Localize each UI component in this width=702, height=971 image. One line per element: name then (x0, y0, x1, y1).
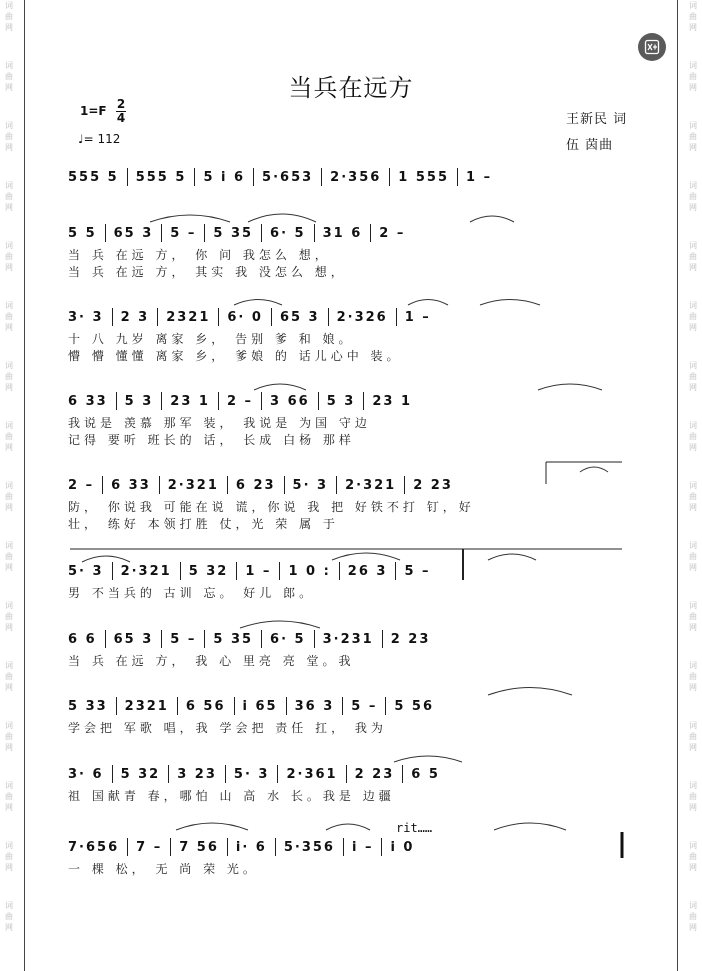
measure: 1 0 : (288, 563, 331, 579)
watermark-text: 词 曲 网 (689, 901, 697, 932)
measure: 6 33 (111, 477, 151, 493)
watermark-text: 词 曲 网 (689, 61, 697, 92)
watermark-text: 词 曲 网 (5, 121, 13, 152)
slur (488, 554, 536, 560)
measure: 5 3 (124, 393, 154, 409)
measure: 3 23 (177, 766, 217, 782)
watermark-text: 词 曲 网 (689, 601, 697, 632)
slur (254, 384, 306, 390)
measure: 2·321 (120, 563, 172, 579)
lyric-verse-1: 防， 你说我 可能在说 谎，你说 我 把 好铁不打 钉，好 (68, 500, 475, 514)
lyric-verse-1: 祖 国献青 春，哪怕 山 高 水 长。我是 边疆 (68, 789, 395, 803)
lyric-verse-1: 一 棵 松， 无 尚 荣 光。 (68, 862, 259, 876)
measure: 3· 3 (68, 309, 104, 325)
watermark-text: 词 曲 网 (5, 481, 13, 512)
watermark-text: 词 曲 网 (5, 601, 13, 632)
measure: 3· 6 (68, 766, 104, 782)
measure: 5 – (351, 698, 378, 714)
measure: 5 – (404, 563, 431, 579)
watermark-text: 词 曲 网 (5, 61, 13, 92)
watermark-text: 词 曲 网 (689, 781, 697, 812)
measure: i 65 (242, 698, 278, 714)
measure: 2 – (379, 225, 406, 241)
watermark-text: 词 曲 网 (5, 901, 13, 932)
watermark-text: 词 曲 网 (689, 1, 697, 32)
measure: 5 3 (326, 393, 356, 409)
measure: 6· 5 (270, 225, 306, 241)
watermark-text: 词 曲 网 (5, 841, 13, 872)
watermark-text: 词 曲 网 (5, 1, 13, 32)
watermark-text: 词 曲 网 (689, 721, 697, 752)
slur (538, 384, 602, 390)
measure: 5 35 (213, 631, 254, 647)
measure: 7 56 (179, 839, 219, 855)
lyricist-credit: 王新民 词 (566, 112, 628, 127)
measure: 6 23 (235, 477, 276, 493)
lyric-verse-2: 壮， 练好 本领打胜 仗，光 荣 属 于 (68, 517, 339, 531)
watermark-text: 词 曲 网 (5, 541, 13, 572)
watermark-text: 词 曲 网 (689, 421, 697, 452)
watermark-text: 词 曲 网 (5, 301, 13, 332)
watermark-text: 词 曲 网 (689, 481, 697, 512)
measure: 5 – (170, 225, 197, 241)
lyric-verse-2: 记得 要听 班长的 话， 长成 白杨 那样 (68, 433, 355, 447)
measure: 2 23 (390, 631, 431, 647)
slur (240, 621, 320, 628)
measure: 5· 3 (292, 477, 329, 493)
ritardando-marking: rit…… (396, 821, 433, 835)
slur (480, 300, 540, 306)
measure: i· 6 (235, 839, 267, 855)
measure: 6 5 (411, 766, 440, 782)
watermark-text: 词 曲 网 (5, 661, 13, 692)
lyric-verse-1: 十 八 九岁 离家 乡， 告别 爹 和 娘。 (68, 332, 355, 346)
measure: 2·321 (345, 477, 397, 493)
measure: 5·653 (262, 169, 314, 185)
measure: 3 66 (270, 393, 310, 409)
measure: 2 – (226, 393, 254, 409)
slur (332, 553, 400, 560)
measure: 65 3 (113, 225, 154, 241)
lyric-verse-2: 当 兵 在远 方， 其实 我 没怎么 想， (68, 265, 347, 279)
slur (494, 823, 566, 830)
slur (408, 300, 448, 306)
watermark-text: 词 曲 网 (689, 541, 697, 572)
measure: 7 – (136, 839, 163, 855)
measure: 5 56 (394, 698, 435, 714)
watermark-text: 词 曲 网 (5, 241, 13, 272)
measure: 23 1 (170, 393, 210, 409)
slur (150, 215, 230, 222)
measure: 2 23 (354, 766, 395, 782)
lyric-verse-1: 当 兵 在远 方， 我 心 里亮 亮 堂。我 (68, 654, 355, 668)
watermark-text: 词 曲 网 (689, 841, 697, 872)
measure: 2 3 (120, 309, 150, 325)
measure: i 0 (390, 839, 415, 855)
measure: 3·231 (322, 631, 374, 647)
slur (234, 300, 282, 306)
slur (82, 556, 130, 562)
measure: 2321 (124, 698, 169, 714)
slur (488, 688, 572, 696)
measure: 5· 3 (233, 766, 270, 782)
measure: i – (351, 839, 374, 855)
measure: 65 3 (279, 309, 320, 325)
measure: 5 – (170, 631, 197, 647)
measure: 5 5 (68, 225, 97, 241)
tempo-value: = 112 (83, 132, 121, 146)
measure: 555 5 (135, 169, 187, 185)
measure: 2 – (68, 477, 95, 493)
measure: 1 – (245, 563, 272, 579)
watermark-text: 词 曲 网 (689, 301, 697, 332)
measure: 2·326 (336, 309, 388, 325)
measure: 6 33 (68, 393, 108, 409)
composer-credit: 伍 茵曲 (566, 138, 614, 153)
measure: 5·356 (283, 839, 335, 855)
lyric-verse-1: 男 不当兵的 古训 忘。 好儿 郎。 (68, 586, 316, 600)
slur (580, 467, 608, 472)
measure: 6 56 (185, 698, 226, 714)
measure: 36 3 (294, 698, 335, 714)
watermark-text: 词 曲 网 (5, 421, 13, 452)
watermark-text: 词 曲 网 (5, 721, 13, 752)
song-title: 当兵在远方 (288, 74, 414, 102)
quarter-note-icon: ♩ (78, 132, 84, 146)
measure: 31 6 (322, 225, 363, 241)
measure: 2·321 (167, 477, 219, 493)
measure: 6· 0 (227, 309, 263, 325)
watermark-text: 词 曲 网 (5, 781, 13, 812)
measure: 23 1 (372, 393, 413, 409)
measure: 2·356 (330, 169, 382, 185)
watermark-text: 词 曲 网 (689, 181, 697, 212)
measure: 2·361 (286, 766, 338, 782)
measure: 5 32 (120, 766, 161, 782)
measure: 555 5 (68, 169, 119, 185)
lyric-verse-1: 学会把 军歌 唱，我 学会把 责任 扛， 我为 (68, 721, 387, 735)
measure: 2321 (166, 309, 211, 325)
slur (176, 823, 248, 830)
watermark-text: 词 曲 网 (5, 361, 13, 392)
lyric-verse-1: 当 兵 在远 方， 你 问 我怎么 想， (68, 248, 331, 262)
measure: 5· 3 (68, 563, 104, 579)
measure: 7·656 (68, 839, 120, 855)
measure: 2 23 (413, 477, 453, 493)
slur (248, 214, 316, 222)
measure: 1 555 (398, 169, 450, 185)
measure: 65 3 (113, 631, 154, 647)
measure: 1 – (466, 169, 493, 185)
measure: 6· 5 (270, 631, 306, 647)
measure: 6 6 (68, 631, 97, 647)
lyric-verse-1: 我说是 羡慕 那军 装， 我说是 为国 守边 (68, 416, 371, 430)
watermark-text: 词 曲 网 (689, 661, 697, 692)
measure: 5 32 (188, 563, 229, 579)
watermark-text: 词 曲 网 (689, 121, 697, 152)
key-signature: 1=F (80, 104, 107, 118)
watermark-text: 词 曲 网 (689, 361, 697, 392)
measure: 5 35 (213, 225, 254, 241)
time-signature-bottom: 4 (116, 111, 126, 125)
watermark-text: 词 曲 网 (689, 241, 697, 272)
measure: 5 i 6 (203, 169, 246, 185)
lyric-verse-2: 懵 懵 懂懂 离家 乡， 爹娘 的 话儿心中 装。 (68, 349, 403, 363)
measure: 1 – (404, 309, 431, 325)
slur (394, 756, 462, 762)
measure: 5 33 (68, 698, 108, 714)
watermark-text: 词 曲 网 (5, 181, 13, 212)
slur (326, 824, 370, 830)
measure: 26 3 (347, 563, 388, 579)
slur (470, 216, 514, 222)
time-signature-top: 2 (116, 97, 126, 111)
